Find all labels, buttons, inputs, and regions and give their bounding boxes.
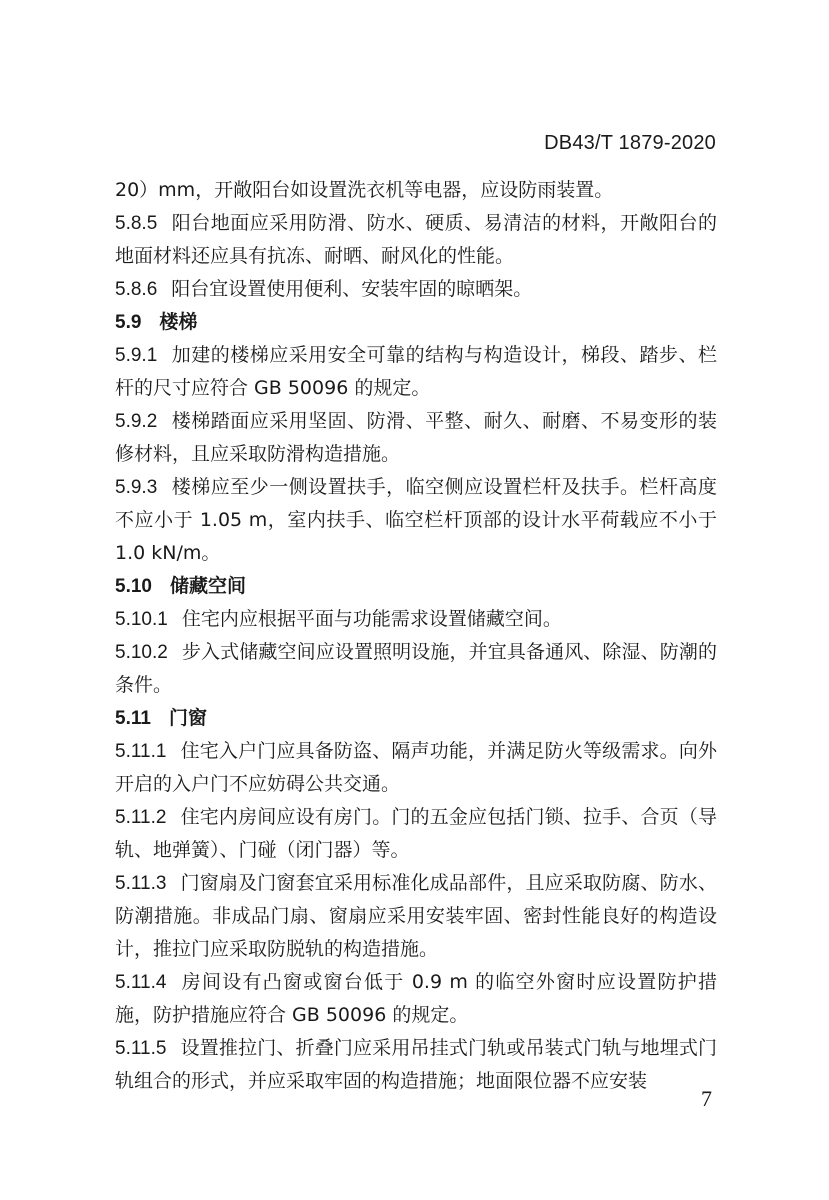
clause-5-10-2 [115, 636, 717, 702]
clause-number: 5.9.3 [115, 477, 158, 498]
clause-number: 5.9.1 [115, 345, 158, 366]
clause-text: 步入式储藏空间应设置照明设施，并宜具备通风、除湿、防潮的条件。 [115, 641, 717, 696]
clause-5-11-3 [115, 867, 717, 966]
document-body [115, 174, 717, 1098]
clause-text: 设置推拉门、折叠门应采用吊挂式门轨或吊装式门轨与地埋式门轨组合的形式，并应采取牢固的构造措施；地面限位器不应安装 [115, 1037, 717, 1092]
clause-text: 20）mm，开敞阳台如设置洗衣机等电器，应设防雨装置。 [115, 179, 614, 201]
clause-text: 住宅内房间应设有房门。门的五金应包括门锁、拉手、合页（导轨、地弹簧）、门碰（闭门器）等。 [115, 806, 717, 861]
clause-number: 5.8.6 [115, 279, 158, 300]
clause-5-8-6 [115, 273, 717, 306]
clause-number: 5.9.2 [115, 411, 158, 432]
section-heading-5-10 [115, 570, 717, 603]
section-number: 5.11 [115, 708, 151, 729]
standard-number: DB43/T 1879-2020 [544, 132, 716, 154]
clause-5-11-2 [115, 801, 717, 867]
clause-5-11-5 [115, 1032, 717, 1098]
continuation-paragraph [115, 174, 717, 207]
clause-text: 楼梯踏面应采用坚固、防滑、平整、耐久、耐磨、不易变形的装修材料，且应采取防滑构造措施。 [115, 410, 717, 465]
section-title: 楼梯 [159, 311, 198, 333]
clause-text: 加建的楼梯应采用安全可靠的结构与构造设计，梯段、踏步、栏杆的尺寸应符合 GB 50096 的规定。 [115, 344, 717, 399]
clause-5-8-5 [115, 207, 717, 273]
clause-text: 阳台宜设置使用便利、安装牢固的晾晒架。 [171, 278, 533, 300]
clause-number: 5.11.4 [115, 972, 167, 993]
section-title: 门窗 [168, 707, 207, 729]
clause-number: 5.11.1 [115, 741, 167, 762]
clause-text: 住宅内应根据平面与功能需求设置储藏空间。 [181, 608, 562, 630]
clause-5-11-4 [115, 966, 717, 1032]
section-number: 5.10 [115, 576, 152, 597]
clause-text: 门窗扇及门窗套宜采用标准化成品部件，且应采取防腐、防水、防潮措施。非成品门扇、窗扇应采用安装牢固、密封性能良好的构造设计，推拉门应采取防脱轨的构造措施。 [115, 872, 717, 960]
page-number: 7 [701, 1086, 712, 1111]
section-heading-5-9 [115, 306, 717, 339]
clause-5-10-1 [115, 603, 717, 636]
clause-number: 5.11.5 [115, 1038, 167, 1059]
section-heading-5-11 [115, 702, 717, 735]
clause-text: 楼梯应至少一侧设置扶手，临空侧应设置栏杆及扶手。栏杆高度不应小于 1.05 m，室内扶手、临空栏杆顶部的设计水平荷载应不小于 1.0 kN/m。 [115, 476, 717, 564]
clause-number: 5.11.3 [115, 873, 167, 894]
section-number: 5.9 [115, 312, 142, 333]
clause-number: 5.10.2 [115, 642, 168, 663]
clause-5-9-1 [115, 339, 717, 405]
clause-number: 5.11.2 [115, 807, 167, 828]
section-title: 储藏空间 [169, 575, 246, 597]
clause-number: 5.8.5 [115, 213, 158, 234]
clause-5-9-2 [115, 405, 717, 471]
clause-5-9-3 [115, 471, 717, 570]
clause-5-11-1 [115, 735, 717, 801]
clause-text: 房间设有凸窗或窗台低于 0.9 m 的临空外窗时应设置防护措施，防护措施应符合 GB 50096 的规定。 [115, 971, 717, 1026]
clause-text: 阳台地面应采用防滑、防水、硬质、易清洁的材料，开敞阳台的地面材料还应具有抗冻、耐晒、耐风化的性能。 [115, 212, 717, 267]
clause-text: 住宅入户门应具备防盗、隔声功能，并满足防火等级需求。向外开启的入户门不应妨碍公共交通。 [115, 740, 717, 795]
clause-number: 5.10.1 [115, 609, 168, 630]
